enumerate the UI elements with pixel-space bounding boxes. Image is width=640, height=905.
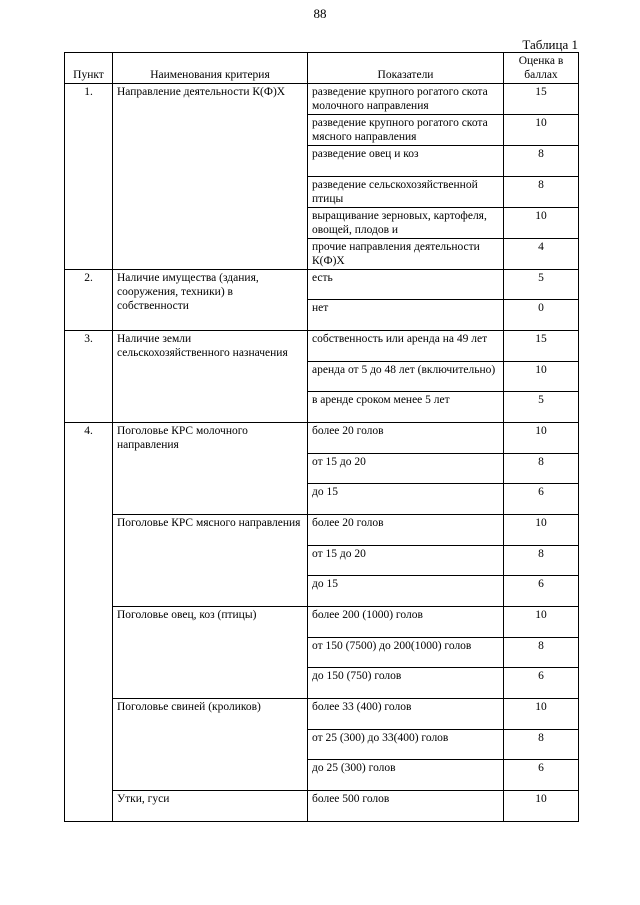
indicator: выращивание зерновых, картофеля, овощей, плодов и <box>308 208 504 239</box>
table-caption: Таблица 1 <box>522 37 578 52</box>
indicator: от 25 (300) до 33(400) голов <box>308 730 504 760</box>
criterion-name: Направление деятельности К(Ф)Х <box>113 84 308 270</box>
table-row <box>65 423 579 454</box>
indicator: разведение крупного рогатого скота мясного направления <box>308 115 504 146</box>
score: 8 <box>504 146 579 177</box>
section-number: 1. <box>65 84 113 270</box>
score: 8 <box>504 454 579 484</box>
indicator: в аренде сроком менее 5 лет <box>308 392 504 423</box>
score: 10 <box>504 362 579 392</box>
header-criterion: Наименования критерия <box>113 53 308 84</box>
criterion-name: Наличие имущества (здания, сооружения, техники) в собственности <box>113 270 308 331</box>
indicator: до 150 (750) голов <box>308 668 504 699</box>
indicator: от 15 до 20 <box>308 546 504 576</box>
table-row <box>65 270 579 300</box>
score: 6 <box>504 484 579 515</box>
section-number: 2. <box>65 270 113 331</box>
score: 10 <box>504 208 579 239</box>
table-row <box>65 515 579 546</box>
page-number: 88 <box>313 6 327 21</box>
criterion-name: Поголовье КРС молочного направления <box>113 423 308 515</box>
score: 8 <box>504 546 579 576</box>
indicator: разведение сельскохозяйственной птицы <box>308 177 504 208</box>
section-number: 4. <box>65 423 113 822</box>
table-row <box>65 607 579 638</box>
score: 15 <box>504 84 579 115</box>
score: 6 <box>504 576 579 607</box>
indicator: от 15 до 20 <box>308 454 504 484</box>
score: 10 <box>504 607 579 638</box>
header-indicators: Показатели <box>308 53 504 84</box>
indicator: более 20 голов <box>308 515 504 546</box>
indicator: прочие направления деятельности К(Ф)Х <box>308 239 504 270</box>
score: 0 <box>504 300 579 331</box>
indicator: есть <box>308 270 504 300</box>
indicator: собственность или аренда на 49 лет <box>308 331 504 362</box>
section-number: 3. <box>65 331 113 423</box>
score: 5 <box>504 392 579 423</box>
criterion-name: Поголовье КРС мясного направления <box>113 515 308 607</box>
indicator: до 15 <box>308 484 504 515</box>
indicator: более 33 (400) голов <box>308 699 504 730</box>
score: 6 <box>504 668 579 699</box>
score: 6 <box>504 760 579 791</box>
score: 4 <box>504 239 579 270</box>
score: 8 <box>504 730 579 760</box>
indicator: более 500 голов <box>308 791 504 822</box>
table-row <box>65 699 579 730</box>
score: 10 <box>504 423 579 454</box>
score: 10 <box>504 515 579 546</box>
indicator: до 25 (300) голов <box>308 760 504 791</box>
score: 15 <box>504 331 579 362</box>
indicator: аренда от 5 до 48 лет (включительно) <box>308 362 504 392</box>
indicator: нет <box>308 300 504 331</box>
header-score: Оценка в баллах <box>504 53 579 84</box>
table-row <box>65 331 579 362</box>
indicator: разведение овец и коз <box>308 146 504 177</box>
score: 8 <box>504 177 579 208</box>
score: 10 <box>504 791 579 822</box>
criterion-name: Поголовье овец, коз (птицы) <box>113 607 308 699</box>
score: 8 <box>504 638 579 668</box>
indicator: разведение крупного рогатого скота молочного направления <box>308 84 504 115</box>
score: 5 <box>504 270 579 300</box>
header-item: Пункт <box>65 53 113 84</box>
criterion-name: Поголовье свиней (кроликов) <box>113 699 308 791</box>
indicator: от 150 (7500) до 200(1000) голов <box>308 638 504 668</box>
score: 10 <box>504 115 579 146</box>
table-row <box>65 791 579 822</box>
criterion-name: Наличие земли сельскохозяйственного назначения <box>113 331 308 423</box>
indicator: более 200 (1000) голов <box>308 607 504 638</box>
indicator: более 20 голов <box>308 423 504 454</box>
criteria-table <box>64 52 579 822</box>
score: 10 <box>504 699 579 730</box>
header-row <box>65 53 579 84</box>
table-row <box>65 84 579 115</box>
criterion-name: Утки, гуси <box>113 791 308 822</box>
indicator: до 15 <box>308 576 504 607</box>
